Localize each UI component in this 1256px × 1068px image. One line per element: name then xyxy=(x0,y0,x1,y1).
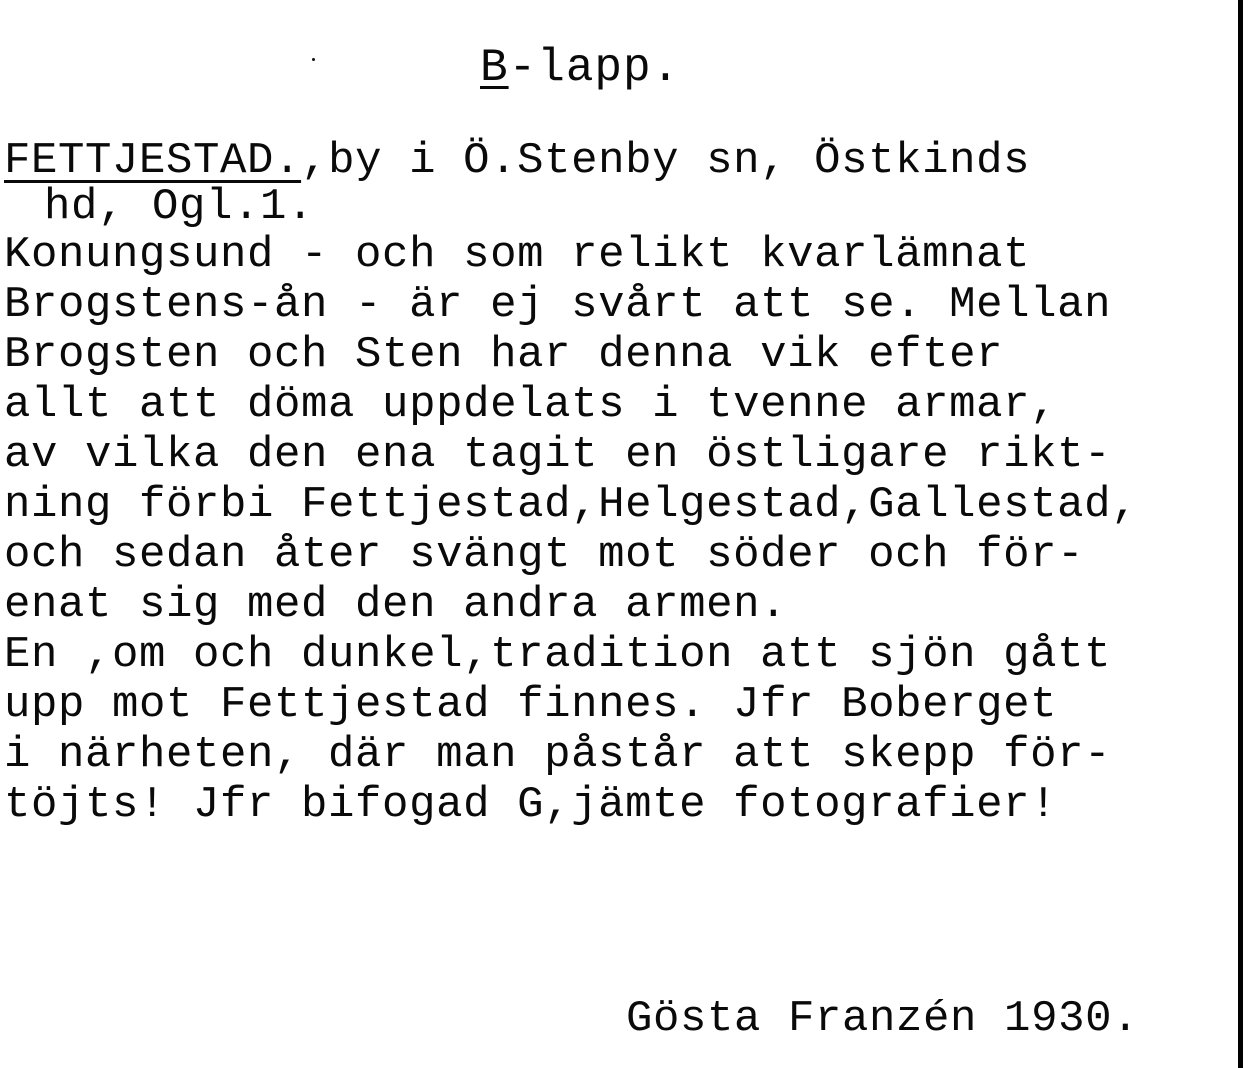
card-border-line xyxy=(1238,0,1243,1068)
heading-letter: B xyxy=(480,42,509,94)
body-line-10: enat sig med den andra armen. xyxy=(4,580,788,630)
body-line-5: Brogsten och Sten har denna vik efter xyxy=(4,330,1004,380)
card-body xyxy=(4,138,1236,830)
body-line-7: av vilka den ena tagit en östligare rikt- xyxy=(4,430,1112,480)
heading-text: -lapp. xyxy=(508,42,681,94)
body-line-8: ning förbi Fettjestad,Helgestad,Gallestad, xyxy=(4,480,1139,530)
body-line-6: allt att döma uppdelats i tvenne armar, xyxy=(4,380,1058,430)
body-line-13: i närheten, där man påstår att skepp för- xyxy=(4,730,1112,780)
body-line-11: En ,om och dunkel,tradition att sjön gått xyxy=(4,630,1112,680)
body-line-9: och sedan åter svängt mot söder och för- xyxy=(4,530,1085,580)
body-line-2: hd, Ogl.1. xyxy=(44,182,315,232)
body-line-12: upp mot Fettjestad finnes. Jfr Boberget xyxy=(4,680,1058,730)
body-line-1 xyxy=(4,138,1236,184)
place-description: ,by i Ö.Stenby sn, Östkinds xyxy=(301,136,1031,186)
card-heading xyxy=(480,40,680,96)
body-line-4: Brogstens-ån - är ej svårt att se. Mellan xyxy=(4,280,1112,330)
body-line-3: Konungsund - och som relikt kvarlämnat xyxy=(4,230,1031,280)
body-line-14: töjts! Jfr bifogad G,jämte fotografier! xyxy=(4,780,1058,830)
author-signature: Gösta Franzén 1930. xyxy=(626,994,1140,1044)
place-name: FETTJESTAD. xyxy=(4,136,302,186)
ink-speck xyxy=(312,58,315,61)
